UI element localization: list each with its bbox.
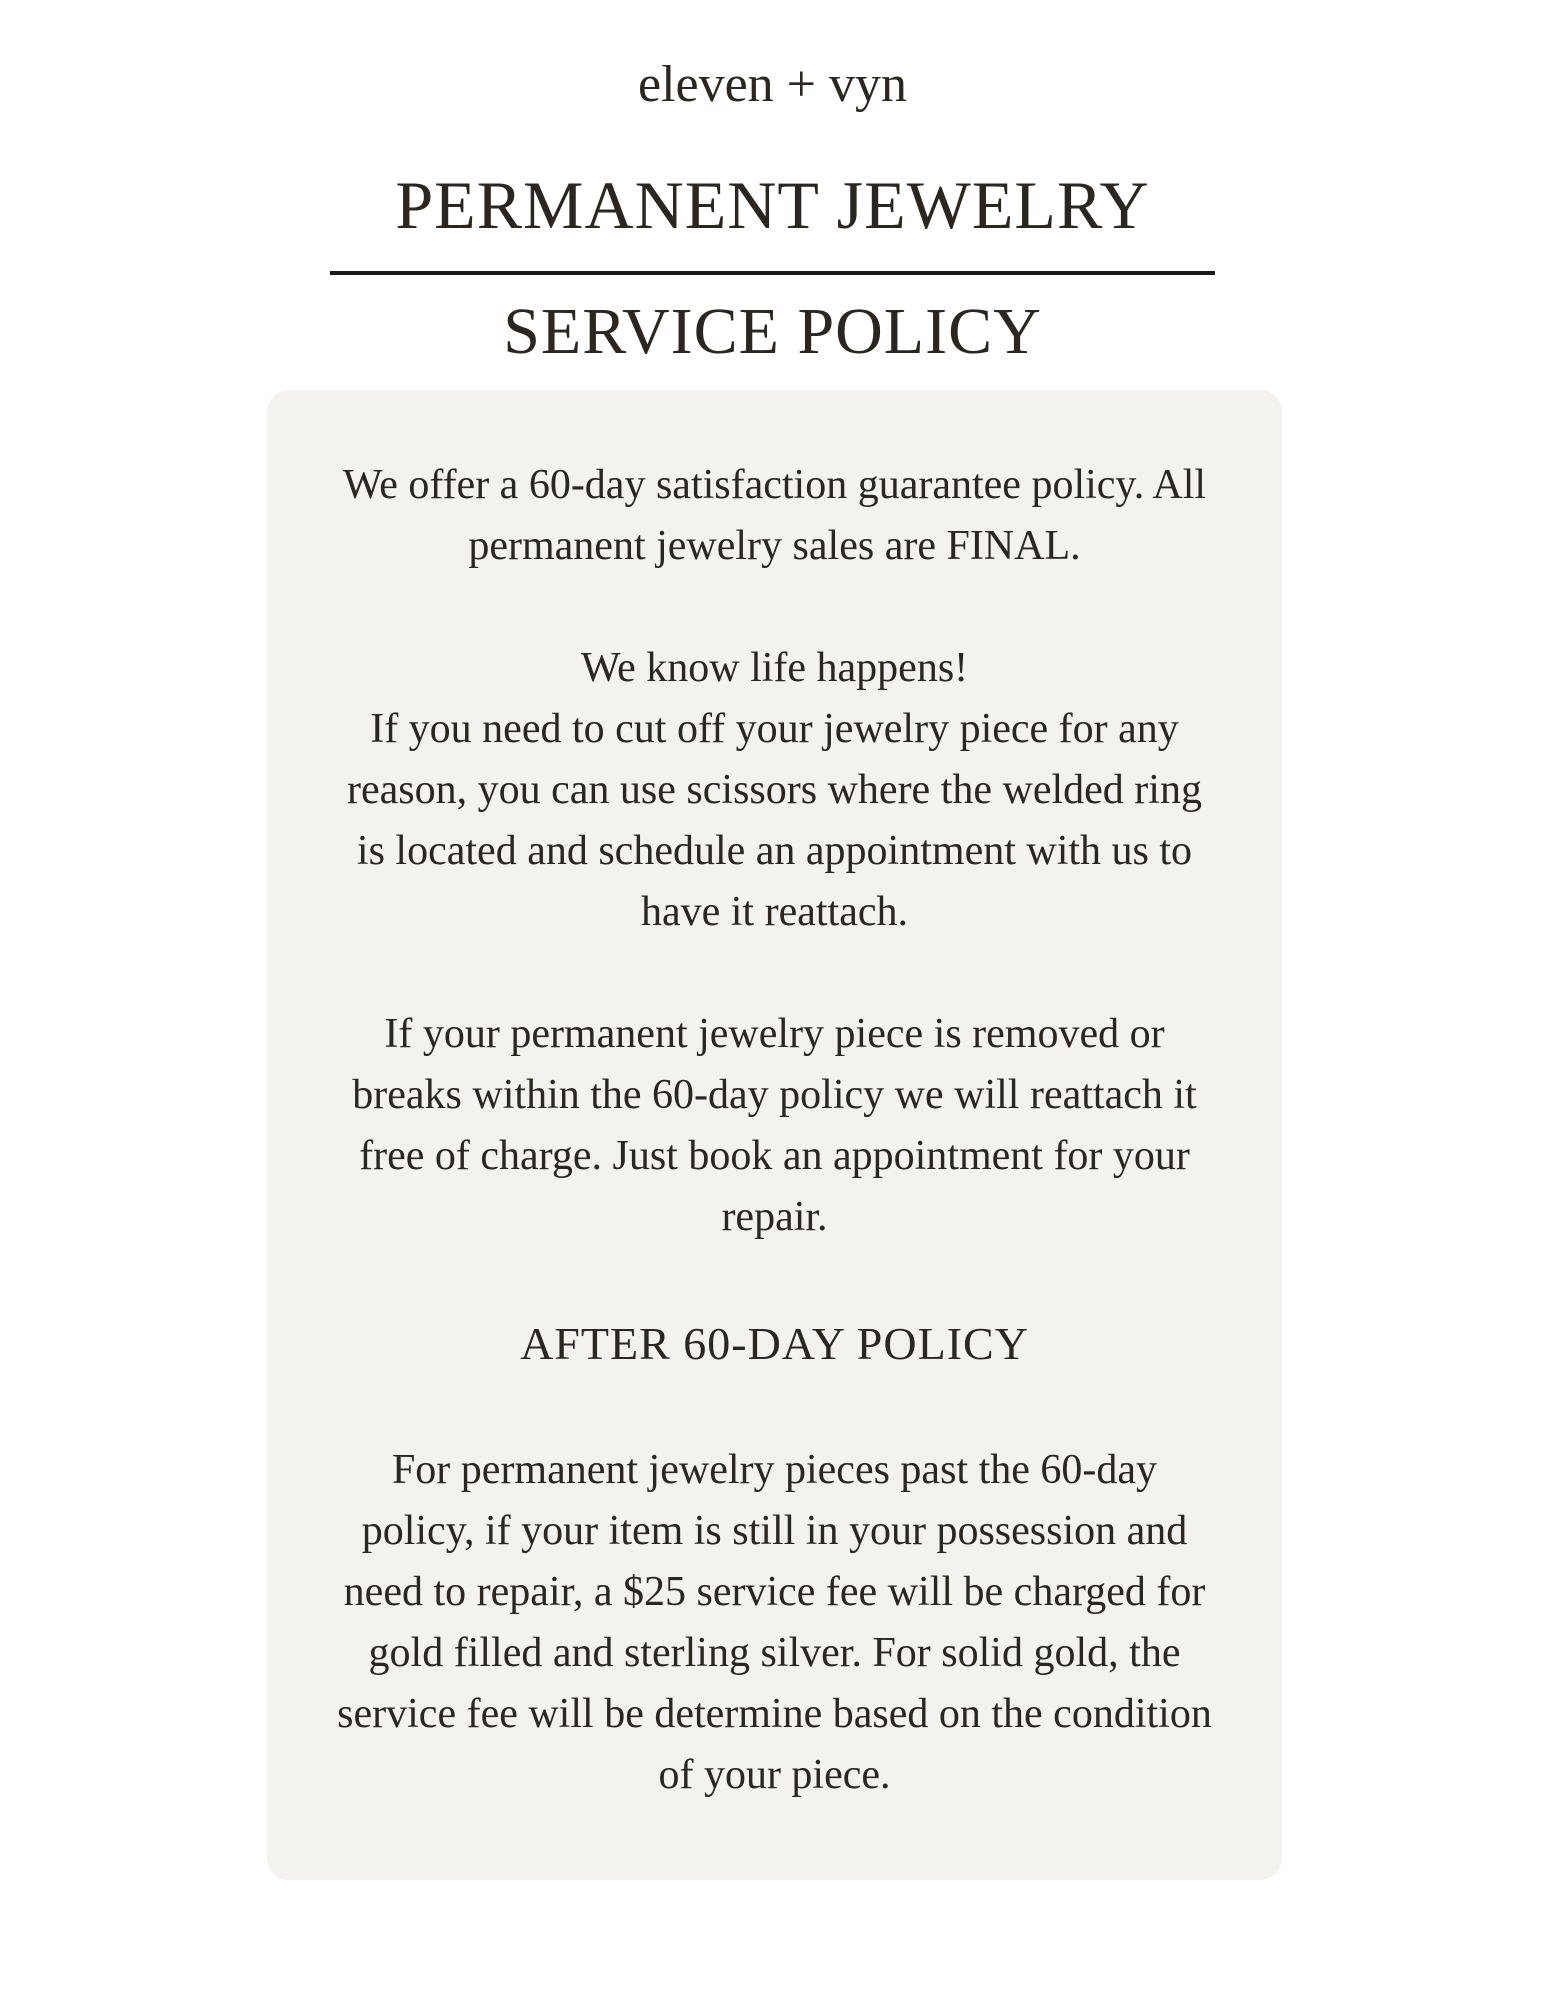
paragraph-gap [267, 1248, 1282, 1309]
page-title: PERMANENT JEWELRY [395, 167, 1150, 243]
after-policy-line: gold filled and sterling silver. For solid gold, the [368, 1630, 1181, 1676]
page-subtitle: SERVICE POLICY [503, 295, 1042, 368]
after-policy-paragraph [275, 1440, 1275, 1806]
brand-name: eleven + vyn [637, 56, 907, 113]
policy-card [267, 390, 1282, 1880]
intro-paragraph [275, 455, 1275, 577]
within-policy-line: If your permanent jewelry piece is removed or [384, 1011, 1165, 1057]
life-happens-line: reason, you can use scissors where the welded ring [347, 767, 1202, 813]
life-happens-paragraph [275, 638, 1275, 943]
paragraph-gap [267, 1379, 1282, 1440]
paragraph-gap [267, 577, 1282, 638]
life-happens-line: We know life happens! [580, 645, 969, 691]
after-policy-line: of your piece. [658, 1752, 891, 1798]
after-policy-heading: AFTER 60-DAY POLICY [520, 1318, 1029, 1369]
life-happens-line: is located and schedule an appointment with us to [356, 828, 1193, 874]
within-policy-line: repair. [721, 1194, 828, 1240]
life-happens-line: have it reattach. [640, 889, 908, 935]
after-policy-line: service fee will be determine based on the condition [337, 1691, 1212, 1737]
intro-line: permanent jewelry sales are FINAL. [468, 523, 1081, 569]
after-policy-line: policy, if your item is still in your possession and [361, 1508, 1188, 1554]
within-policy-line: breaks within the 60-day policy we will reattach it [352, 1072, 1197, 1118]
intro-line: We offer a 60-day satisfaction guarantee policy. All [342, 462, 1207, 508]
within-policy-line: free of charge. Just book an appointment for your [359, 1133, 1190, 1179]
life-happens-line: If you need to cut off your jewelry piece for any [370, 706, 1179, 752]
paragraph-gap [267, 943, 1282, 1004]
after-policy-line: For permanent jewelry pieces past the 60-day [391, 1447, 1158, 1493]
after-policy-line: need to repair, a $25 service fee will be charged for [343, 1569, 1206, 1615]
title-divider [330, 271, 1215, 275]
policy-card-body [267, 455, 1282, 1806]
within-policy-paragraph [275, 1004, 1275, 1248]
